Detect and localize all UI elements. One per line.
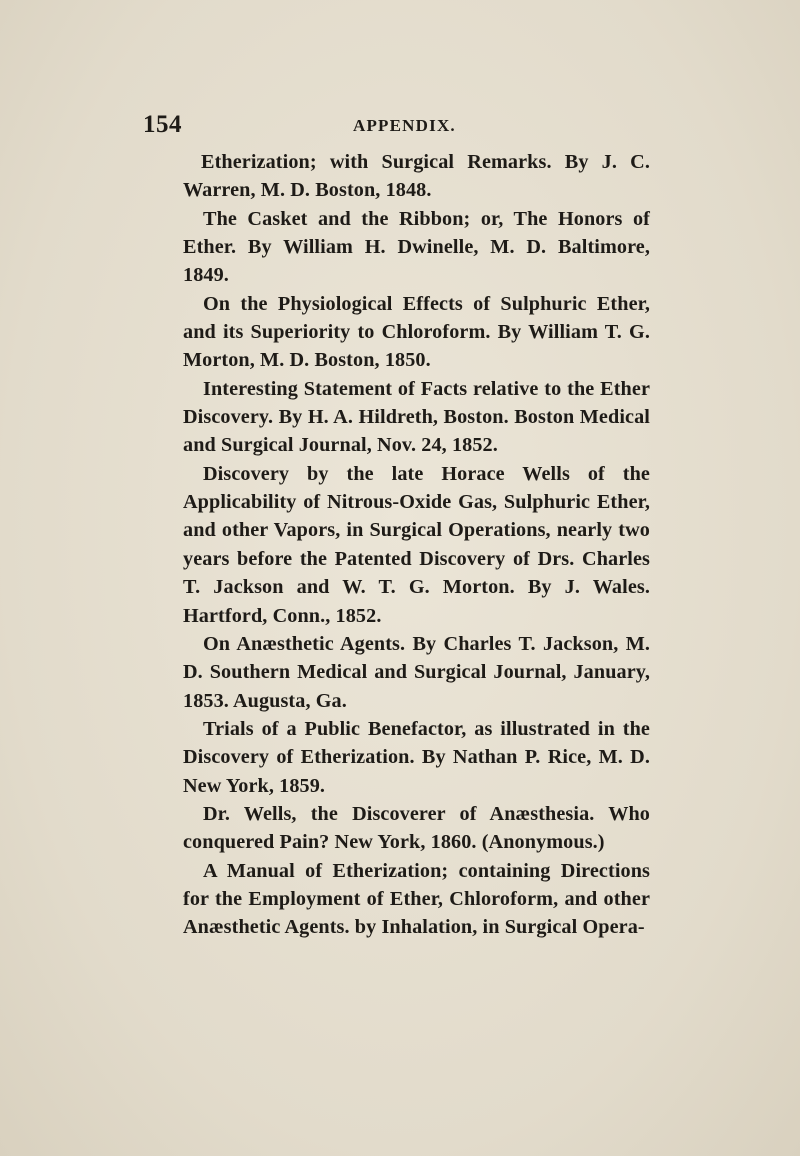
- bibliography-entry: Interesting Statement of Facts relative to the Ether Discovery. By H. A. Hildreth, Boston. Boston Medical and Surgical Journal, Nov. 24, 1852.: [183, 377, 650, 457]
- bibliography-entry: On the Physiological Effects of Sulphuric Ether, and its Superiority to Chloroform. By William T. G. Morton, M. D. Boston, 1850.: [183, 292, 650, 372]
- bibliography-entry: Discovery by the late Horace Wells of the Applicability of Nitrous-Oxide Gas, Sulphuric Ether, and other Vapors, in Surgical Operations, nearly two years before the Patented Discovery of Drs. Charles T. Jackson and W. T. G. Morton. By J. Wales. Hartford, Conn., 1852.: [183, 462, 650, 627]
- page-number: 154: [143, 111, 182, 138]
- bibliography-entry: Trials of a Public Benefactor, as illustrated in the Discovery of Etherization. By Nathan P. Rice, M. D. New York, 1859.: [183, 717, 650, 797]
- bibliography-entry: A Manual of Etherization; containing Directions for the Employment of Ether, Chloroform, and other Anæsthetic Agents. by Inhalation, in Surgical Opera-: [183, 859, 650, 939]
- bibliography-entry: On Anæsthetic Agents. By Charles T. Jackson, M. D. Southern Medical and Surgical Journal, January, 1853. Augusta, Ga.: [183, 632, 650, 712]
- running-head: [143, 111, 663, 139]
- bibliography-list: [183, 148, 650, 942]
- running-title: APPENDIX.: [353, 116, 456, 135]
- bibliography-entry: Etherization; with Surgical Remarks. By J. C. Warren, M. D. Boston, 1848.: [183, 151, 650, 202]
- bibliography-entry: Dr. Wells, the Discoverer of Anæsthesia. Who conquered Pain? New York, 1860. (Anonymous.): [183, 802, 650, 854]
- bibliography-entry: The Casket and the Ribbon; or, The Honors of Ether. By William H. Dwinelle, M. D. Baltimore, 1849.: [183, 207, 650, 287]
